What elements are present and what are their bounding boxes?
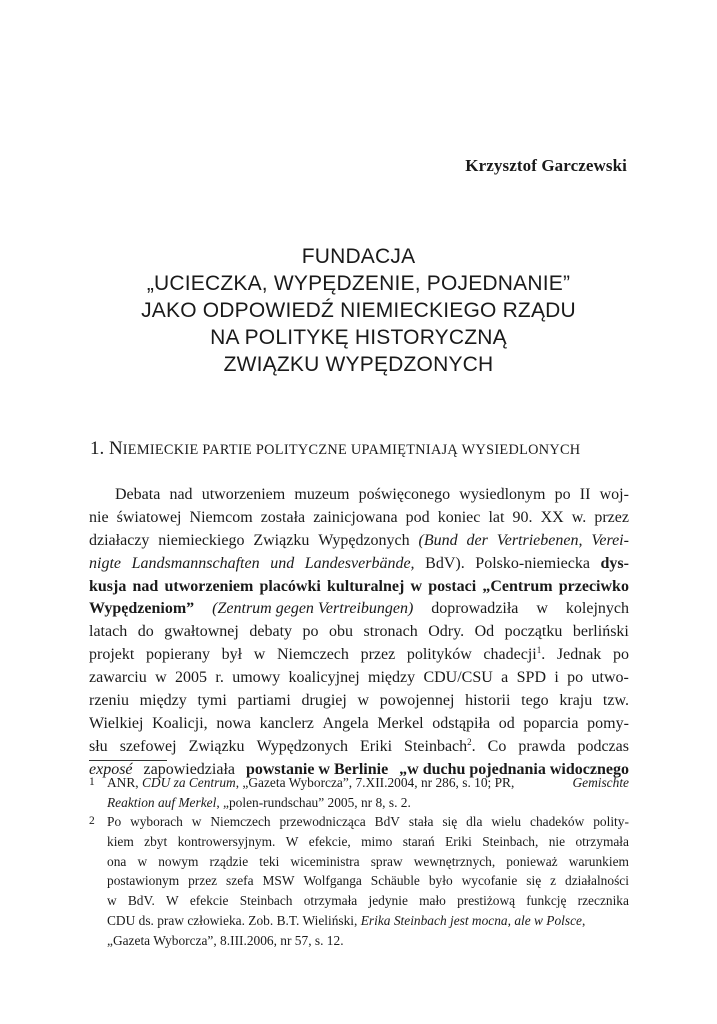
fn-text: ANR, CDU za Centrum, „Gazeta Wyborcza”, 7.XII.2004, nr 286, s. 10; PR, (107, 775, 515, 790)
word: latach (89, 623, 128, 641)
word: Związku (188, 737, 245, 755)
word: funkcję (526, 893, 567, 909)
footnote-ref[interactable]: 1 (536, 645, 542, 656)
word: rzecznika (577, 893, 629, 909)
word: nigte (89, 554, 121, 572)
word: dla (466, 814, 483, 829)
word: została (260, 508, 306, 526)
word: XX (540, 508, 564, 526)
word: 90. (512, 508, 533, 526)
word: po (554, 486, 571, 503)
word: w (191, 814, 202, 829)
word: pod (405, 508, 430, 526)
body-line (89, 576, 629, 599)
word: szefowej (119, 737, 177, 755)
bold-phrase: „w duchu pojednania widocznego (399, 760, 629, 778)
word: i (554, 669, 559, 687)
word: otrzymała (303, 893, 358, 909)
word: przez (360, 646, 396, 664)
word: Związku (253, 531, 310, 549)
word: stronach (363, 623, 418, 641)
body-word: zapowiedziała (143, 760, 235, 778)
word: tego (521, 692, 549, 710)
body-line (89, 530, 629, 553)
word: kiem (107, 833, 134, 849)
footnote-line (107, 931, 629, 951)
body-text (89, 484, 629, 782)
word: w (107, 893, 117, 909)
word: pomy- (587, 714, 629, 732)
word: wewnętrznych, (413, 853, 496, 869)
word: między (368, 669, 416, 687)
word: w (137, 853, 148, 869)
word: placówki (259, 577, 321, 595)
word: początku (504, 623, 563, 641)
body-line (89, 621, 629, 644)
word: w (410, 577, 423, 595)
word: tzw. (602, 692, 629, 710)
word: prestiżową (457, 893, 516, 909)
word: wielu (491, 814, 522, 829)
word: zbyt (144, 833, 168, 849)
body-line (89, 553, 629, 576)
word: z (550, 873, 557, 889)
word: po (567, 669, 584, 687)
word: Wypędzonych (256, 737, 349, 755)
word: Steinbach (239, 893, 293, 909)
word: Co (487, 737, 507, 755)
word: umowy (232, 669, 281, 687)
body-line (89, 690, 629, 713)
word: Niemczech (210, 814, 271, 829)
word: doprowadziła (431, 600, 519, 618)
word: działaczy (89, 531, 150, 549)
word: Po (107, 814, 122, 829)
word: Koalicji, (152, 714, 208, 732)
word: Debata (115, 486, 161, 503)
word: było (428, 873, 453, 889)
word: warunkiem (568, 853, 629, 869)
footnote-line (107, 852, 629, 872)
word-with-footnote: chadecji$^1$. (483, 645, 546, 664)
word: otrzymała (575, 833, 629, 849)
body-line (89, 484, 629, 507)
footnote-separator (89, 760, 167, 761)
author-name: Krzysztof Garczewski (465, 156, 627, 175)
word: przeciwko (558, 577, 629, 595)
word: partiami (237, 692, 291, 710)
word: między (139, 692, 187, 710)
word: Vertriebenen, (496, 531, 583, 549)
bold-phrase: Wypędzeniom” (89, 600, 195, 618)
word: W (166, 893, 179, 909)
word: Jednak (556, 646, 602, 664)
word: odstąpiła (432, 714, 491, 732)
footnote-line (107, 911, 629, 931)
word: zawarciu (89, 669, 147, 687)
word: Landesverbände, (304, 554, 415, 572)
title-line: NA POLITYKĘ HISTORYCZNĄ (210, 326, 507, 349)
word: przez (188, 873, 218, 889)
title-line: „UCIECZKA, WYPĘDZENIE, POJEDNANIE” (146, 272, 571, 295)
word: stała (408, 814, 434, 829)
section-heading (90, 438, 580, 460)
footnote-line (107, 812, 629, 832)
word: und (270, 554, 295, 572)
word: efekcie, (308, 833, 351, 849)
word: poświęconego (358, 486, 451, 503)
bold-phrase: powstanie w Berlinie (245, 760, 389, 778)
word: spraw (370, 853, 403, 869)
word: się (442, 814, 458, 829)
word: koalicyjnej (288, 669, 360, 687)
word: ponieważ (506, 853, 558, 869)
word: muzeum (294, 486, 350, 503)
word: BdV (374, 814, 400, 829)
word: Polsko-niemiecka (475, 554, 590, 572)
word: woj- (599, 486, 629, 503)
word: berliński (572, 623, 629, 641)
word: postawionym (107, 873, 180, 889)
word: obu (329, 623, 354, 641)
word: chadeków (530, 814, 585, 829)
word: nad (132, 577, 159, 595)
word: działalności (565, 873, 629, 889)
word: Wielkiej (89, 714, 144, 732)
word: w (536, 600, 548, 618)
title-line: ZWIĄZKU WYPĘDZONYCH (223, 353, 494, 376)
word: w (357, 692, 370, 710)
word: projekt (89, 646, 135, 664)
word: kraju (559, 692, 593, 710)
word: starań (402, 833, 435, 849)
word: Merkel (377, 714, 424, 732)
word: nowym (158, 853, 199, 869)
word: polityków (406, 646, 472, 664)
word: BdV). (425, 554, 465, 572)
word: przez (594, 508, 629, 526)
word: rzeniu (89, 692, 129, 710)
word: Schäuble (370, 873, 420, 889)
word: nie (548, 833, 566, 849)
footnote-2 (89, 812, 629, 951)
word: polity- (593, 814, 629, 829)
word: Wypędzonych (318, 531, 410, 549)
fn-italic: Gemischte (572, 775, 629, 790)
word: rządzie (209, 853, 249, 869)
word: szefa (226, 873, 254, 889)
word: do (137, 623, 154, 641)
footnote-line (107, 832, 629, 852)
word: ona (107, 853, 127, 869)
word: nowa (216, 714, 251, 732)
word: SPD (516, 669, 546, 687)
word: po (302, 623, 319, 641)
title-line: FUNDACJA (301, 245, 416, 268)
word: Od (474, 623, 495, 641)
word: historii (465, 692, 511, 710)
word: Odry. (428, 623, 465, 641)
word: w. (571, 508, 587, 526)
word: Niemcom (189, 508, 253, 526)
word: od (498, 714, 515, 732)
word: niemieckiego (158, 531, 245, 549)
fn-text: Reaktion auf Merkel, „polen-rundschau” 2005, nr 8, s. 2. (107, 794, 411, 810)
word: lat (488, 508, 505, 526)
body-line (89, 713, 629, 736)
word: Eriki (445, 833, 472, 849)
word: wiceministra (290, 853, 360, 869)
word: nad (169, 486, 193, 503)
word: kolejnych (565, 600, 629, 618)
word: teki (259, 853, 280, 869)
word: zainicjowana (313, 508, 398, 526)
word: (Bund (418, 531, 458, 549)
word: Angela (322, 714, 369, 732)
word: CDU/CSU (423, 669, 493, 687)
italic-phrase: (Zentrum gegen Vertreibungen) (212, 600, 414, 618)
italic-phrase: exposé (89, 760, 133, 778)
word: utwo- (591, 669, 629, 687)
word: przewodnicząca (279, 814, 366, 829)
word: drugiej (301, 692, 347, 710)
body-line (89, 644, 629, 667)
footnote-line (107, 773, 629, 793)
title-line: JAKO ODPOWIEDŹ NIEMIECKIEGO RZĄDU (141, 299, 576, 322)
word: powojennej (379, 692, 455, 710)
word: r. (215, 669, 224, 687)
word: utworzeniem (201, 486, 286, 503)
word: gwałtownej (164, 623, 239, 641)
section-heading-text: IEMIECKIE PARTIE POLITYCZNE UPAMIĘTNIAJĄ WYSIEDLONYCH (122, 442, 581, 458)
article-title (0, 243, 717, 378)
word: w (155, 669, 167, 687)
word: mimo (361, 833, 393, 849)
word: Wolfganga (303, 873, 362, 889)
footnote-1 (89, 773, 629, 813)
word: kusja (89, 577, 127, 595)
word: po (612, 646, 629, 664)
bold-phrase: dys- (600, 554, 629, 572)
word: koniec (437, 508, 481, 526)
word: kulturalnej (326, 577, 405, 595)
word: poparcia (523, 714, 579, 732)
body-line (89, 507, 629, 530)
word: wyborach (130, 814, 183, 829)
word: „Centrum (482, 577, 553, 595)
fn-text: CDU ds. praw człowieka. Zob. B.T. Wieliński, Erika Steinbach jest mocna, ale w Polsce, (107, 912, 586, 928)
body-line (89, 667, 629, 690)
word: debaty (249, 623, 293, 641)
word: mało (419, 893, 446, 909)
word: był (221, 646, 243, 664)
word: Niemczech (276, 646, 349, 664)
word: jedynie (368, 893, 408, 909)
word: II (579, 486, 591, 503)
word: Eriki (360, 737, 393, 755)
footnote-number: 2 (89, 815, 95, 827)
body-line (89, 598, 629, 621)
word: der (466, 531, 488, 549)
word: wysiedlonym (459, 486, 546, 503)
section-number: 1. (90, 438, 105, 459)
footnote-ref[interactable]: 2 (467, 736, 472, 747)
word: Verei- (591, 531, 629, 549)
word-with-footnote: Steinbach$^2$. (404, 736, 476, 755)
word: W (285, 833, 299, 849)
word: wycofanie (461, 873, 518, 889)
word: 2005 (175, 669, 208, 687)
word: Steinbach, (482, 833, 539, 849)
word: postaci (428, 577, 477, 595)
word: kanclerz (259, 714, 314, 732)
word: efekcie (189, 893, 229, 909)
word: podczas (577, 737, 629, 755)
footnote-line (107, 891, 629, 911)
footnote-number: 1 (89, 776, 95, 788)
fn-text: „Gazeta Wyborcza”, 8.III.2006, nr 57, s. 12. (107, 932, 344, 948)
word: nie (89, 508, 109, 526)
word: Landsmannschaften (131, 554, 260, 572)
footnote-line (107, 871, 629, 891)
word: popierany (145, 646, 210, 664)
word: a (501, 669, 509, 687)
word: kontrowersyjnym. (177, 833, 276, 849)
section-first-letter: N (109, 438, 123, 459)
word: słu (89, 737, 108, 755)
word: się (526, 873, 542, 889)
word: MSW (262, 873, 295, 889)
word: w (253, 646, 266, 664)
word: prawda (518, 737, 566, 755)
word: tymi (197, 692, 227, 710)
footnote-line (107, 793, 629, 813)
word: utworzeniem (164, 577, 254, 595)
body-line (89, 736, 629, 759)
word: BdV. (127, 893, 155, 909)
word: światowej (116, 508, 182, 526)
